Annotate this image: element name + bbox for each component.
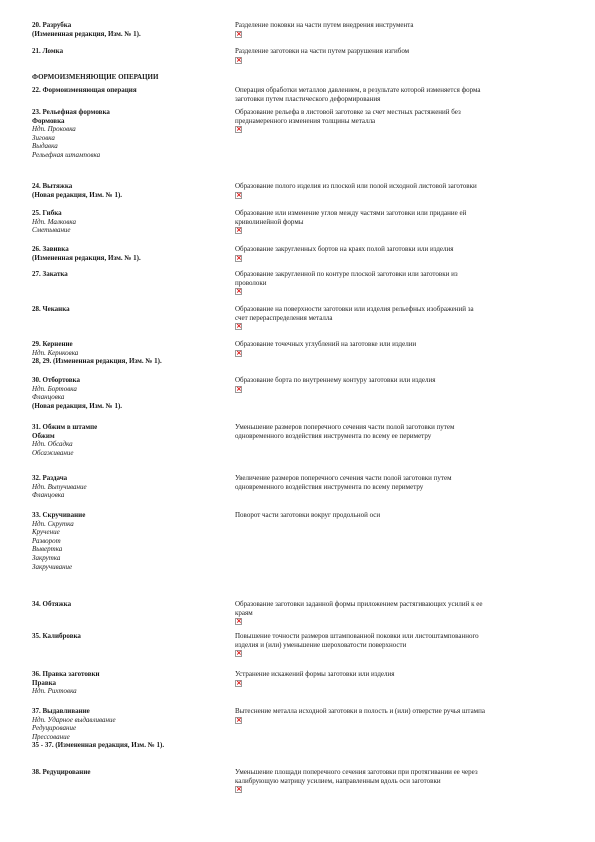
term-definition <box>235 768 562 793</box>
term-name <box>32 768 230 777</box>
term-label: 37. Выдавливание <box>32 707 90 715</box>
term-label: (Измененная редакция, Изм. № 1). <box>32 253 141 262</box>
term-definition <box>235 182 562 199</box>
broken-image-icon <box>235 323 242 330</box>
term-synonym: Сметывание <box>32 226 71 235</box>
broken-image-icon <box>235 227 242 234</box>
term-synonym: Закручивание <box>32 562 73 571</box>
term-name <box>32 73 230 82</box>
term-label: 30. Отбортовка <box>32 376 80 384</box>
term-label: 34. Обтяжка <box>32 600 72 608</box>
term-synonym: Ндп. Малковка <box>32 217 77 226</box>
term-label: 25. Гибка <box>32 209 62 217</box>
term-definition <box>235 47 562 64</box>
term-definition <box>235 245 562 262</box>
term-definition <box>235 376 562 393</box>
term-definition <box>235 707 562 724</box>
term-synonym: Разворот <box>32 536 61 545</box>
term-name <box>32 600 230 609</box>
broken-image-icon <box>235 717 242 724</box>
definition-line: изделия и (или) уменьшение шероховатости поверхности <box>235 640 407 649</box>
broken-image-icon <box>235 650 242 657</box>
term-name <box>32 423 230 457</box>
term-label: 22. Формоизменяющая операция <box>32 86 137 94</box>
definition-line: счет перераспределения металла <box>235 313 333 322</box>
broken-image-icon <box>235 192 242 199</box>
term-synonym: Фланцовка <box>32 491 65 500</box>
term-definition <box>235 600 562 625</box>
definition-line: криволинейной формы <box>235 217 304 226</box>
term-definition <box>235 340 562 357</box>
definition-line: проволоки <box>235 278 267 287</box>
term-definition <box>235 632 562 657</box>
term-label: Обжим <box>32 431 55 440</box>
term-definition <box>235 305 562 330</box>
broken-image-icon <box>235 255 242 262</box>
definition-line: Вытеснение металла исходной заготовки в полость и (или) отверстие ручья штампа <box>235 707 485 715</box>
term-name <box>32 47 230 56</box>
broken-image-icon <box>235 386 242 393</box>
term-label: 33. Скручивание <box>32 511 86 519</box>
definition-line: заготовки путем пластического деформирования <box>235 94 381 103</box>
definition-line: Образование точечных углублений на заготовке или изделии <box>235 340 417 348</box>
term-label: 23. Рельефная формовка <box>32 108 110 116</box>
definition-line: преднамеренного изменения толщины металла <box>235 116 376 125</box>
term-label: Правка <box>32 678 57 687</box>
term-definition <box>235 670 562 687</box>
definition-line: Увеличение размеров поперечного сечения части полой заготовки путем <box>235 474 452 482</box>
term-name <box>32 376 230 410</box>
term-synonym: Рельефная штамповка <box>32 150 101 159</box>
term-label: 29. Кернение <box>32 340 73 348</box>
definition-line: Образование на поверхности заготовки или изделия рельефных изображений за <box>235 305 474 313</box>
term-synonym: Ндп. Бортовка <box>32 384 77 393</box>
term-definition <box>235 108 562 133</box>
definition-line: Устранение искажений формы заготовки или изделия <box>235 670 395 678</box>
definition-line: одновременного воздействия инструмента по всему ее периметру <box>235 431 432 440</box>
term-synonym: Выдавка <box>32 142 58 151</box>
broken-image-icon <box>235 618 242 625</box>
term-name <box>32 340 230 366</box>
broken-image-icon <box>235 57 242 64</box>
term-synonym: Вывертка <box>32 545 63 554</box>
broken-image-icon <box>235 288 242 295</box>
term-label: 31. Обжим в штампе <box>32 423 98 431</box>
term-name <box>32 305 230 314</box>
term-label: 28. Чеканка <box>32 305 70 313</box>
definition-line: краям <box>235 608 253 617</box>
term-synonym: Прессование <box>32 732 70 741</box>
term-name <box>32 21 230 38</box>
term-synonym: Редуцирование <box>32 724 77 733</box>
definition-line: Уменьшение размеров поперечного сечения части полой заготовки путем <box>235 423 455 431</box>
term-label: 21. Ломка <box>32 47 64 55</box>
term-name <box>32 270 230 279</box>
term-synonym: Кручение <box>32 528 60 537</box>
term-name <box>32 86 230 95</box>
term-label: 32. Раздача <box>32 474 68 482</box>
definition-line: Образование или изменение углов между частями заготовки или придание ей <box>235 209 467 217</box>
term-definition <box>235 423 562 440</box>
term-name <box>32 182 230 199</box>
term-label: 26. Завивка <box>32 245 69 253</box>
term-synonym: Ндп. Обсадка <box>32 440 73 449</box>
term-name <box>32 108 230 160</box>
term-label: 36. Правка заготовки <box>32 670 100 678</box>
term-name <box>32 245 230 262</box>
term-definition <box>235 511 562 520</box>
term-label: ФОРМОИЗМЕНЯЮЩИЕ ОПЕРАЦИИ <box>32 73 159 81</box>
term-label: 35. Калибровка <box>32 632 81 640</box>
definition-line: Разделение заготовки на части путем разрушения изгибом <box>235 47 410 55</box>
term-label: 24. Вытяжка <box>32 182 73 190</box>
term-label: (Измененная редакция, Изм. № 1). <box>32 29 141 38</box>
definition-line: Образование заготовки заданной формы приложением растягивающих усилий к ее <box>235 600 483 608</box>
term-synonym: Ндп. Скрутка <box>32 519 74 528</box>
definition-line: Образование борта по внутреннему контуру заготовки или изделия <box>235 376 436 384</box>
definition-line: калибрующую матрицу усилием, направленным вдоль оси заготовки <box>235 776 441 785</box>
term-synonym: Закрутка <box>32 553 61 562</box>
term-synonym: Зиговка <box>32 133 55 142</box>
term-name <box>32 474 230 500</box>
broken-image-icon <box>235 680 242 687</box>
broken-image-icon <box>235 350 242 357</box>
term-name <box>32 707 230 750</box>
term-synonym: Ндп. Выпучивание <box>32 482 87 491</box>
term-name <box>32 632 230 641</box>
definition-line: Образование закругленных бортов на краях полой заготовки или изделия <box>235 245 454 253</box>
definition-line: Уменьшение площади поперечного сечения заготовки при протягивании ее через <box>235 768 478 776</box>
term-synonym: Фланцовка <box>32 393 65 402</box>
term-name <box>32 511 230 571</box>
broken-image-icon <box>235 786 242 793</box>
term-label: (Новая редакция, Изм. № 1). <box>32 190 123 199</box>
definition-line: Образование рельефа в листовой заготовке за счет местных растяжений без <box>235 108 461 116</box>
definition-line: Операция обработки металлов давлением, в результате которой изменяется форма <box>235 86 481 94</box>
term-synonym: Обсаживание <box>32 448 74 457</box>
term-label: 35 - 37. (Измененная редакция, Изм. № 1). <box>32 741 165 750</box>
broken-image-icon <box>235 126 242 133</box>
term-definition <box>235 21 562 38</box>
term-label: 28, 29. (Измененная редакция, Изм. № 1). <box>32 357 162 366</box>
term-definition <box>235 86 562 103</box>
term-definition <box>235 270 562 295</box>
term-name <box>32 209 230 235</box>
term-label: (Новая редакция, Изм. № 1). <box>32 401 123 410</box>
term-label: Формовка <box>32 116 65 125</box>
definition-line: Образование закругленной по контуре плоской заготовки или заготовки из <box>235 270 458 278</box>
definition-line: Образование полого изделия из плоской или полой исходной листовой заготовки <box>235 182 477 190</box>
definition-line: Разделение поковки на части путем внедрения инструмента <box>235 21 414 29</box>
definition-line: одновременного воздействия инструмента по всему периметру <box>235 482 424 491</box>
term-label: 38. Редуцирование <box>32 768 91 776</box>
term-synonym: Ндп. Рихтовка <box>32 687 77 696</box>
definition-line: Повышение точности размеров штампованной поковки или листоштампованного <box>235 632 479 640</box>
term-definition <box>235 209 562 234</box>
term-definition <box>235 474 562 491</box>
broken-image-icon <box>235 31 242 38</box>
term-name <box>32 670 230 696</box>
term-label: 27. Закатка <box>32 270 68 278</box>
term-synonym: Ндп. Кернковка <box>32 348 79 357</box>
term-label: 20. Разрубка <box>32 21 72 29</box>
term-synonym: Ндп. Проковка <box>32 125 76 134</box>
definition-line: Поворот части заготовки вокруг продольной оси <box>235 511 381 519</box>
term-synonym: Ндп. Ударное выдавливание <box>32 715 116 724</box>
